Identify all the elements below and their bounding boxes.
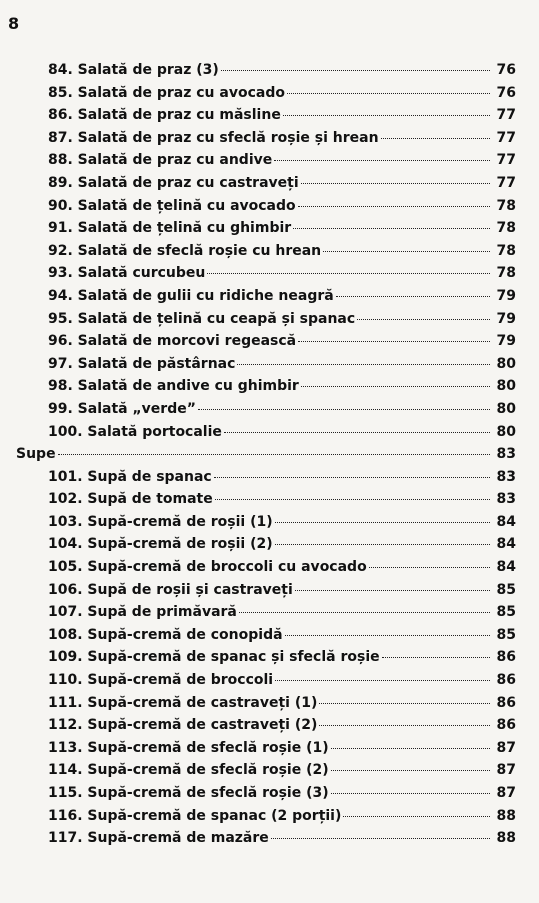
toc-entry: [16, 559, 516, 582]
toc-entry: [16, 717, 516, 740]
entry-title: 100. Salată portocalie: [48, 423, 222, 440]
entry-title: 109. Supă-cremă de spanac și sfeclă roșie: [48, 649, 380, 666]
entry-title: 111. Supă-cremă de castraveți (1): [48, 694, 318, 711]
toc-entry: [16, 808, 516, 831]
toc-entry: [16, 785, 516, 808]
toc-entry: [16, 130, 516, 153]
entry-page-number: 85: [496, 604, 516, 621]
dot-leader: [319, 703, 490, 704]
entry-title: 108. Supă-cremă de conopidă: [48, 626, 283, 643]
dot-leader: [221, 70, 490, 71]
toc-entry: [16, 672, 516, 695]
entry-title: 116. Supă-cremă de spanac (2 porții): [48, 807, 342, 824]
entry-page-number: 78: [496, 220, 516, 237]
entry-title: 98. Salată de andive cu ghimbir: [48, 378, 299, 395]
entry-page-number: 78: [496, 265, 516, 282]
toc-entry: [16, 107, 516, 130]
toc-entry: [16, 469, 516, 492]
toc-entry: [16, 265, 516, 288]
dot-leader: [293, 228, 490, 229]
toc-entry: [16, 762, 516, 785]
dot-leader: [198, 409, 490, 410]
toc-entry: [16, 311, 516, 334]
dot-leader: [207, 273, 490, 274]
entry-title: 105. Supă-cremă de broccoli cu avocado: [48, 559, 367, 576]
entry-page-number: 84: [496, 513, 516, 530]
entry-title: 89. Salată de praz cu castraveți: [48, 174, 299, 191]
entry-title: 95. Salată de țelină cu ceapă și spanac: [48, 310, 356, 327]
toc-entry: [16, 830, 516, 853]
entry-page-number: 86: [496, 717, 516, 734]
toc-entry: [16, 243, 516, 266]
entry-title: 112. Supă-cremă de castraveți (2): [48, 717, 318, 734]
entry-title: 86. Salată de praz cu măsline: [48, 107, 281, 124]
dot-leader: [343, 816, 490, 817]
toc-entry: [16, 175, 516, 198]
dot-leader: [298, 341, 490, 342]
toc-entry: [16, 514, 516, 537]
dot-leader: [275, 522, 490, 523]
toc-entry: [16, 536, 516, 559]
entry-title: 85. Salată de praz cu avocado: [48, 84, 285, 101]
dot-leader: [331, 748, 490, 749]
toc-entry: [16, 401, 516, 424]
dot-leader: [283, 115, 490, 116]
entry-title: 94. Salată de gulii cu ridiche neagră: [48, 287, 334, 304]
toc-entry: [16, 62, 516, 85]
dot-leader: [319, 725, 490, 726]
dot-leader: [271, 838, 490, 839]
entry-page-number: 79: [496, 287, 516, 304]
entry-title: 97. Salată de păstârnac: [48, 355, 236, 372]
dot-leader: [287, 93, 490, 94]
entry-title: 110. Supă-cremă de broccoli: [48, 672, 274, 689]
toc-section-heading: [16, 446, 516, 469]
entry-page-number: 80: [496, 423, 516, 440]
page-number: 8: [8, 14, 20, 33]
dot-leader: [323, 251, 490, 252]
dot-leader: [214, 477, 490, 478]
toc-entry: [16, 695, 516, 718]
entry-page-number: 80: [496, 400, 516, 417]
entry-title: 92. Salată de sfeclă roșie cu hrean: [48, 242, 322, 259]
entry-title: 90. Salată de țelină cu avocado: [48, 197, 296, 214]
toc-entry: [16, 582, 516, 605]
entry-page-number: 77: [496, 129, 516, 146]
dot-leader: [382, 657, 490, 658]
toc-entry: [16, 288, 516, 311]
entry-page-number: 88: [496, 830, 516, 847]
dot-leader: [274, 160, 490, 161]
entry-page-number: 78: [496, 197, 516, 214]
dot-leader: [239, 612, 490, 613]
entry-title: 93. Salată curcubeu: [48, 265, 206, 282]
toc-entry: [16, 356, 516, 379]
entry-page-number: 87: [496, 762, 516, 779]
dot-leader: [336, 296, 490, 297]
entry-page-number: 87: [496, 785, 516, 801]
toc-entry: [16, 627, 516, 650]
dot-leader: [237, 364, 490, 365]
entry-title: 104. Supă-cremă de roșii (2): [48, 536, 273, 553]
entry-page-number: 77: [496, 107, 516, 124]
toc-entry: [16, 491, 516, 514]
toc-entry: [16, 604, 516, 627]
entry-page-number: 88: [496, 807, 516, 824]
dot-leader: [275, 680, 490, 681]
entry-page-number: 83: [496, 468, 516, 485]
entry-title: 107. Supă de primăvară: [48, 604, 237, 621]
dot-leader: [331, 793, 490, 794]
entry-page-number: 84: [496, 536, 516, 553]
dot-leader: [357, 319, 490, 320]
toc-entry: [16, 649, 516, 672]
entry-page-number: 79: [496, 333, 516, 350]
entry-page-number: 77: [496, 174, 516, 191]
entry-page-number: 85: [496, 626, 516, 643]
entry-page-number: 76: [496, 84, 516, 101]
dot-leader: [381, 138, 490, 139]
dot-leader: [369, 567, 490, 568]
entry-page-number: 86: [496, 649, 516, 666]
entry-title: 88. Salată de praz cu andive: [48, 152, 273, 169]
entry-page-number: 85: [496, 581, 516, 598]
toc-entry: [16, 152, 516, 175]
section-title: Supe: [16, 446, 56, 463]
entry-page-number: 84: [496, 559, 516, 576]
entry-page-number: 86: [496, 672, 516, 689]
dot-leader: [295, 590, 490, 591]
toc-entry: [16, 220, 516, 243]
entry-title: 114. Supă-cremă de sfeclă roșie (2): [48, 762, 329, 779]
dot-leader: [58, 454, 490, 455]
dot-leader: [215, 499, 490, 500]
toc-entry: [16, 740, 516, 763]
dot-leader: [285, 635, 490, 636]
entry-page-number: 87: [496, 739, 516, 756]
dot-leader: [298, 206, 490, 207]
entry-page-number: 80: [496, 355, 516, 372]
entry-title: 117. Supă-cremă de mazăre: [48, 830, 269, 847]
dot-leader: [301, 386, 490, 387]
entry-page-number: 83: [496, 491, 516, 508]
entry-title: 96. Salată de morcovi regească: [48, 333, 297, 350]
entry-page-number: 83: [496, 446, 516, 463]
entry-page-number: 76: [496, 62, 516, 78]
entry-page-number: 79: [496, 310, 516, 327]
entry-title: 87. Salată de praz cu sfeclă roșie și hrean: [48, 129, 379, 146]
toc-entry: [16, 85, 516, 108]
entry-title: 103. Supă-cremă de roșii (1): [48, 513, 273, 530]
entry-title: 113. Supă-cremă de sfeclă roșie (1): [48, 739, 329, 756]
entry-title: 99. Salată „verde”: [48, 400, 196, 417]
entry-title: 102. Supă de tomate: [48, 491, 213, 508]
toc-entry: [16, 424, 516, 447]
entry-title: 84. Salată de praz (3): [48, 62, 219, 78]
toc-entry: [16, 198, 516, 221]
entry-page-number: 80: [496, 378, 516, 395]
toc-entry: [16, 333, 516, 356]
entry-title: 101. Supă de spanac: [48, 468, 212, 485]
entry-title: 115. Supă-cremă de sfeclă roșie (3): [48, 785, 329, 801]
dot-leader: [331, 770, 490, 771]
table-of-contents: [16, 62, 516, 853]
dot-leader: [275, 544, 490, 545]
entry-page-number: 78: [496, 242, 516, 259]
toc-entry: [16, 378, 516, 401]
entry-page-number: 77: [496, 152, 516, 169]
entry-title: 91. Salată de țelină cu ghimbir: [48, 220, 292, 237]
dot-leader: [224, 432, 490, 433]
entry-title: 106. Supă de roșii și castraveți: [48, 581, 293, 598]
entry-page-number: 86: [496, 694, 516, 711]
dot-leader: [301, 183, 490, 184]
